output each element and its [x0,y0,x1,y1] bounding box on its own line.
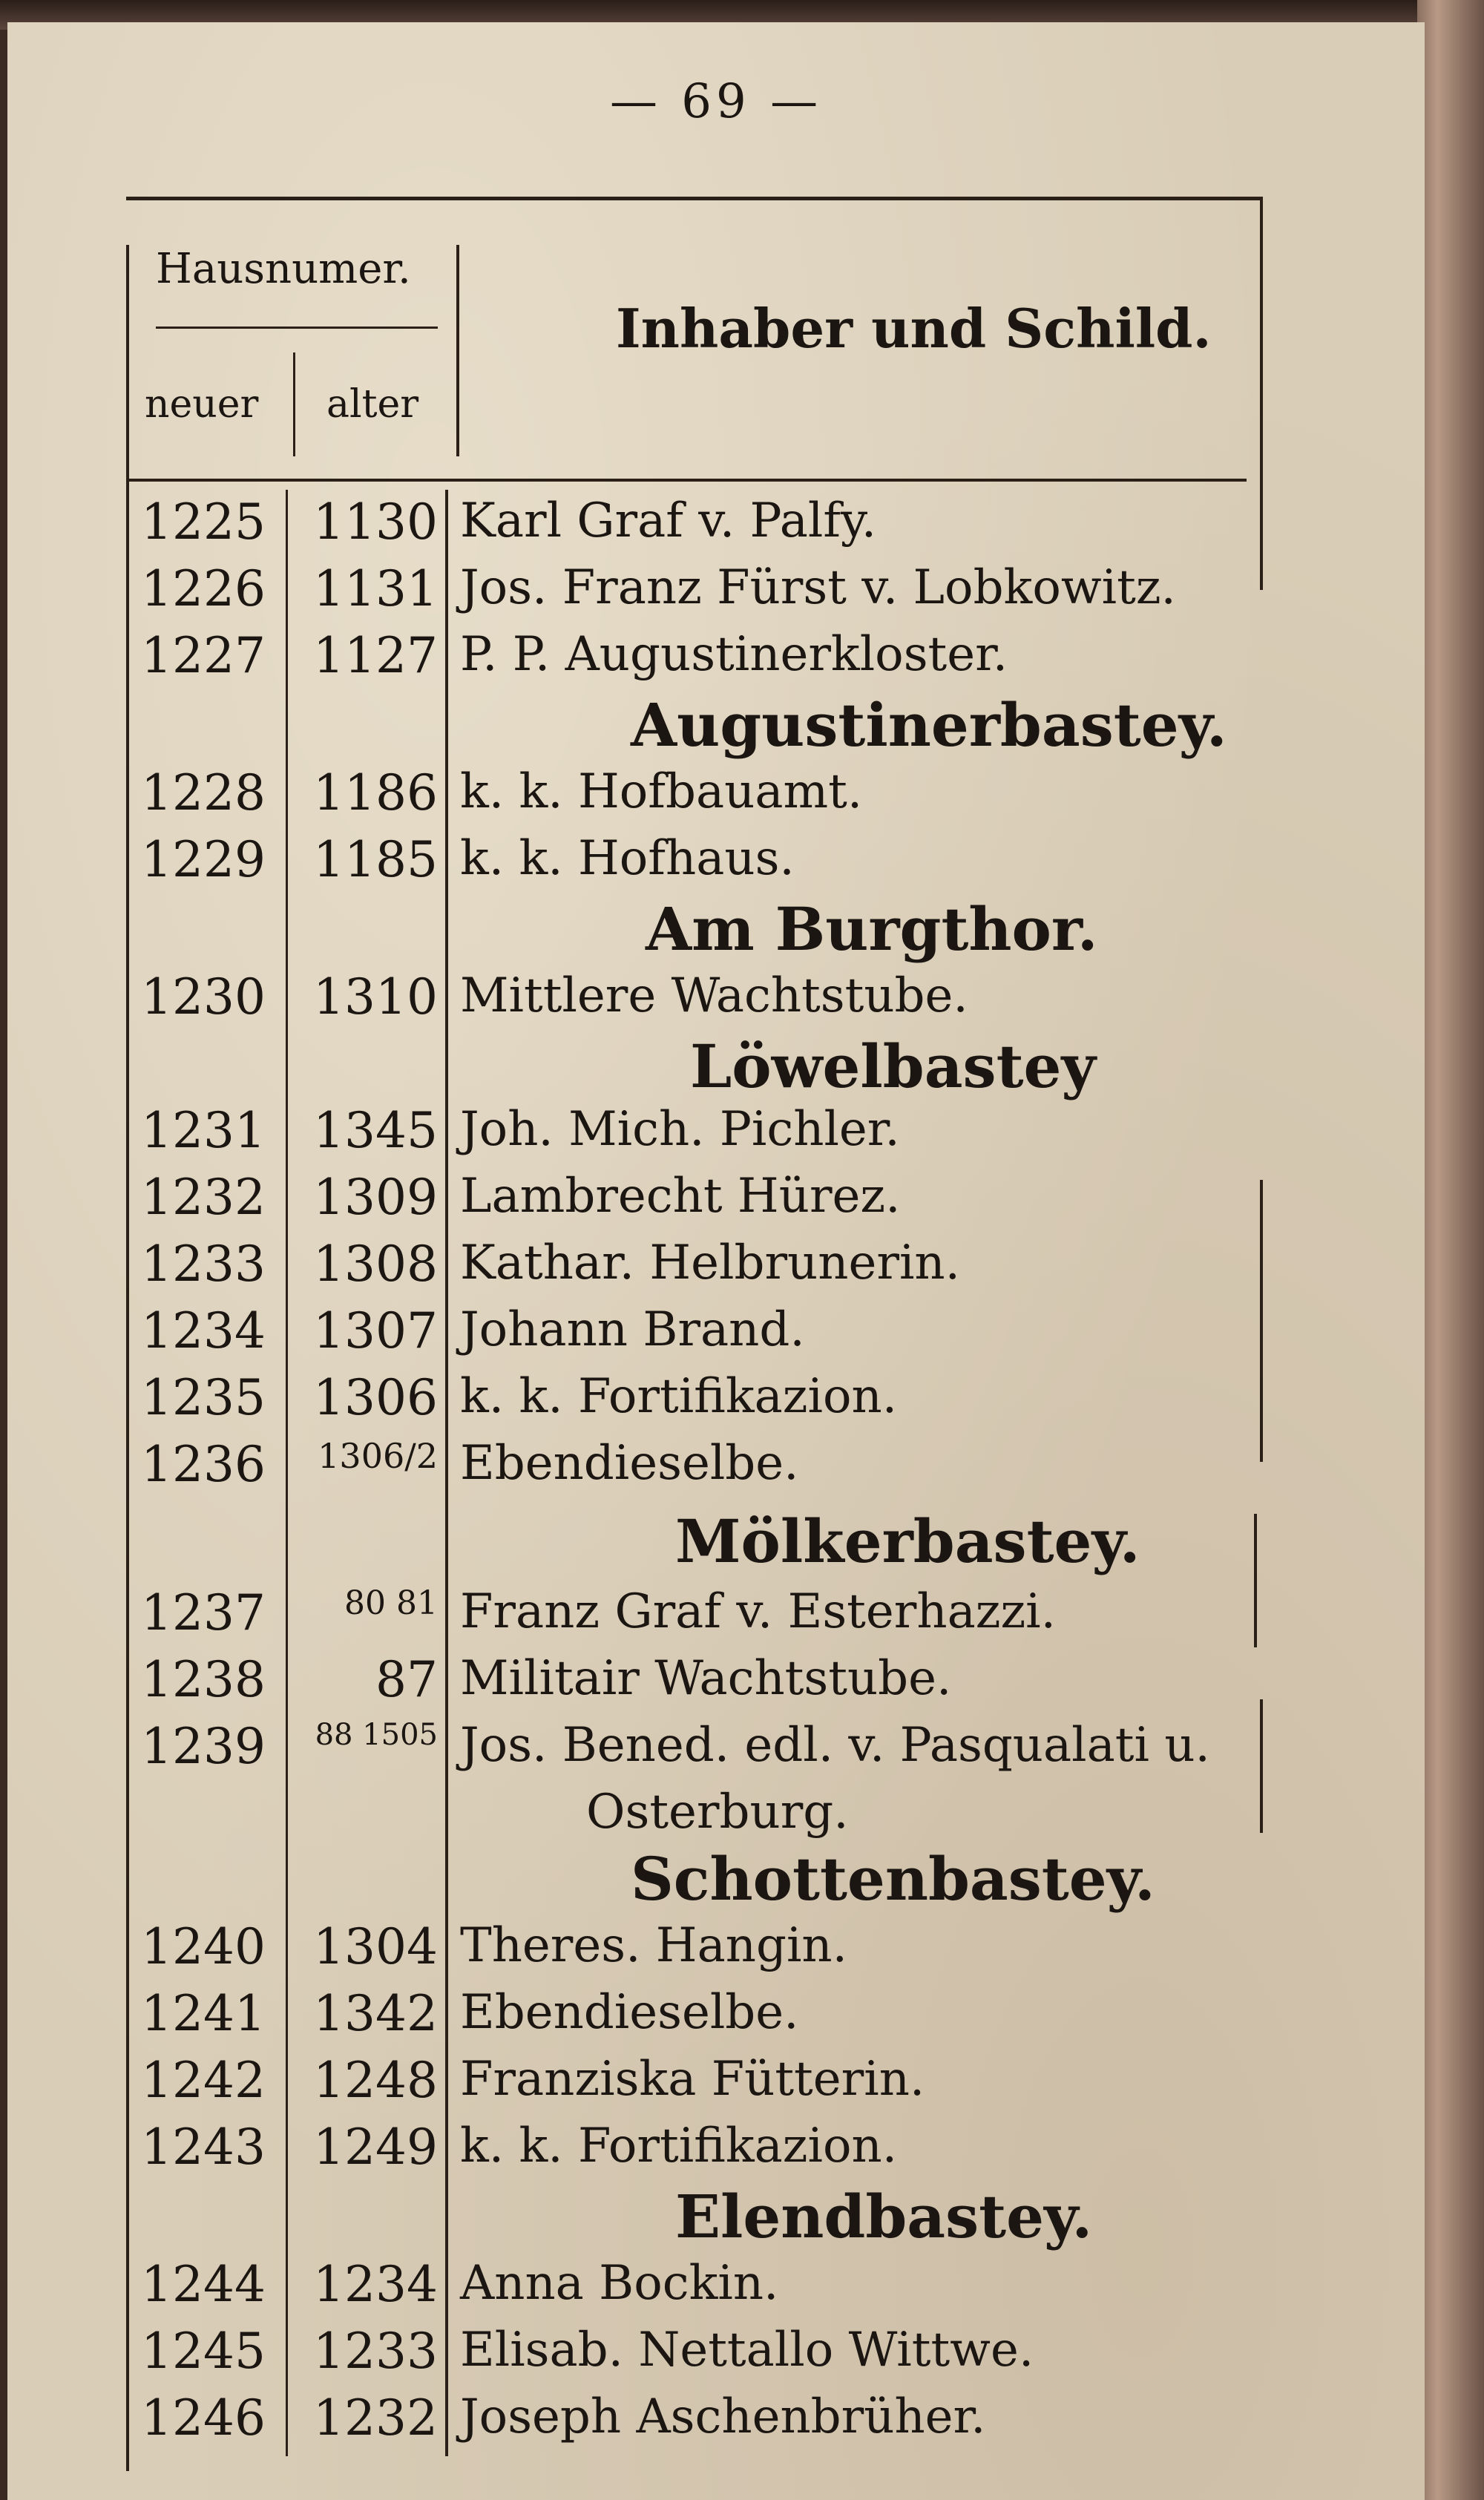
owner-name: Kathar. Helbrunerin. [460,1236,960,1290]
section-heading: Am Burgthor. [646,894,1098,964]
table-row [7,1584,1425,1650]
alter-number: 1233 [313,2323,438,2380]
neuer-number: 1244 [141,2256,266,2313]
table-row [7,1436,1425,1501]
owner-name: Franziska Fütterin. [460,2052,925,2107]
table-row [7,627,1425,692]
alter-number: 1310 [313,968,438,1026]
table-row [7,1651,1425,1716]
neuer-number: 1239 [141,1718,266,1775]
table-row [7,493,1425,559]
header-name-divider [456,245,459,456]
table-row [7,1302,1425,1368]
owner-name: k. k. Fortifikazion. [460,2119,898,2173]
alter-number: 1345 [313,1102,438,1159]
book-page [7,22,1425,2500]
owner-name: P. P. Augustinerkloster. [460,627,1008,682]
owner-name: Ebendieselbe. [460,1436,799,1491]
table-row [7,1236,1425,1301]
page-number: — 69 — [609,74,823,129]
neuer-number: 1240 [141,1918,266,1975]
alter-number: 1185 [313,831,438,888]
owner-name: k. k. Fortifikazion. [460,1369,898,1424]
owner-name: Elisab. Nettallo Wittwe. [460,2323,1034,2378]
owner-name: Franz Graf v. Esterhazzi. [460,1584,1056,1639]
section-heading: Elendbastey. [675,2182,1093,2251]
header-neuer: neuer [145,382,259,427]
owner-name: k. k. Hofbauamt. [460,764,863,819]
owner-name: Anna Bockin. [460,2256,779,2311]
owner-name: Joh. Mich. Pichler. [460,1102,900,1157]
header-hausnumer: Hausnumer. [156,245,411,293]
alter-number: 88 1505 [315,1718,438,1752]
table-row [7,968,1425,1034]
owner-name: Lambrecht Hürez. [460,1169,901,1224]
alter-number: 1309 [313,1169,438,1226]
neuer-number: 1241 [141,1985,266,2042]
section-heading: Augustinerbastey. [631,690,1227,760]
alter-number: 1232 [313,2389,438,2447]
table-row [7,1718,1425,1783]
header-bottom-rule [126,479,1247,482]
section-heading: Mölkerbastey. [675,1506,1140,1576]
neuer-number: 1245 [141,2323,266,2380]
table-row [7,2389,1425,2455]
book-edge-right [1417,0,1484,2500]
neuer-number: 1246 [141,2389,266,2447]
table-row [7,2119,1425,2184]
hausnumer-underline [156,327,438,329]
neuer-number: 1229 [141,831,266,888]
neuer-number: 1243 [141,2119,266,2176]
owner-name: k. k. Hofhaus. [460,831,795,886]
neuer-number: 1228 [141,764,266,821]
alter-number: 1342 [313,1985,438,2042]
table-row [7,1985,1425,2050]
table-row [7,1369,1425,1434]
neuer-number: 1225 [141,493,266,551]
neuer-number: 1236 [141,1436,266,1493]
owner-name: Jos. Franz Fürst v. Lobkowitz. [460,560,1176,615]
alter-number: 1186 [313,764,438,821]
table-row-continuation [7,1785,1425,1850]
header-inhaber-und-schild: Inhaber und Schild. [616,297,1212,360]
owner-name: Ebendieselbe. [460,1985,799,2040]
header-alter: alter [326,382,419,427]
alter-number: 1127 [313,627,438,684]
owner-name: Jos. Bened. edl. v. Pasqualati u. [460,1718,1210,1773]
alter-number: 1131 [313,560,438,617]
table-row [7,831,1425,896]
table-top-rule [126,197,1261,200]
neuer-number: 1238 [141,1651,266,1708]
table-row [7,560,1425,626]
alter-number: 1308 [313,1236,438,1293]
neuer-number: 1231 [141,1102,266,1159]
neuer-number: 1232 [141,1169,266,1226]
section-heading: Löwelbastey [690,1031,1096,1101]
table-row [7,1918,1425,1984]
owner-name: Karl Graf v. Palfy. [460,493,877,548]
neuer-alter-divider-header [293,352,295,456]
alter-number: 1130 [313,493,438,551]
neuer-number: 1234 [141,1302,266,1359]
neuer-number: 1237 [141,1584,266,1641]
alter-number: 1304 [313,1918,438,1975]
alter-number: 1307 [313,1302,438,1359]
table-row [7,1169,1425,1234]
neuer-number: 1230 [141,968,266,1026]
alter-number: 80 81 [344,1584,438,1622]
alter-number: 1306/2 [318,1436,438,1476]
owner-name: Militair Wachtstube. [460,1651,952,1706]
neuer-number: 1242 [141,2052,266,2109]
table-row [7,2256,1425,2321]
table-row [7,1102,1425,1167]
owner-name: Mittlere Wachtstube. [460,968,968,1023]
owner-name-continuation: Osterburg. [586,1785,849,1840]
neuer-number: 1233 [141,1236,266,1293]
owner-name: Joseph Aschenbrüher. [460,2389,986,2444]
owner-name: Johann Brand. [460,1302,805,1357]
table-row [7,2052,1425,2117]
alter-number: 1249 [313,2119,438,2176]
table-row [7,2323,1425,2388]
alter-number: 87 [375,1651,438,1708]
neuer-number: 1235 [141,1369,266,1426]
alter-number: 1248 [313,2052,438,2109]
owner-name: Theres. Hangin. [460,1918,847,1973]
section-heading: Schottenbastey. [631,1844,1155,1914]
neuer-number: 1226 [141,560,266,617]
table-row [7,764,1425,830]
neuer-number: 1227 [141,627,266,684]
alter-number: 1234 [313,2256,438,2313]
alter-number: 1306 [313,1369,438,1426]
